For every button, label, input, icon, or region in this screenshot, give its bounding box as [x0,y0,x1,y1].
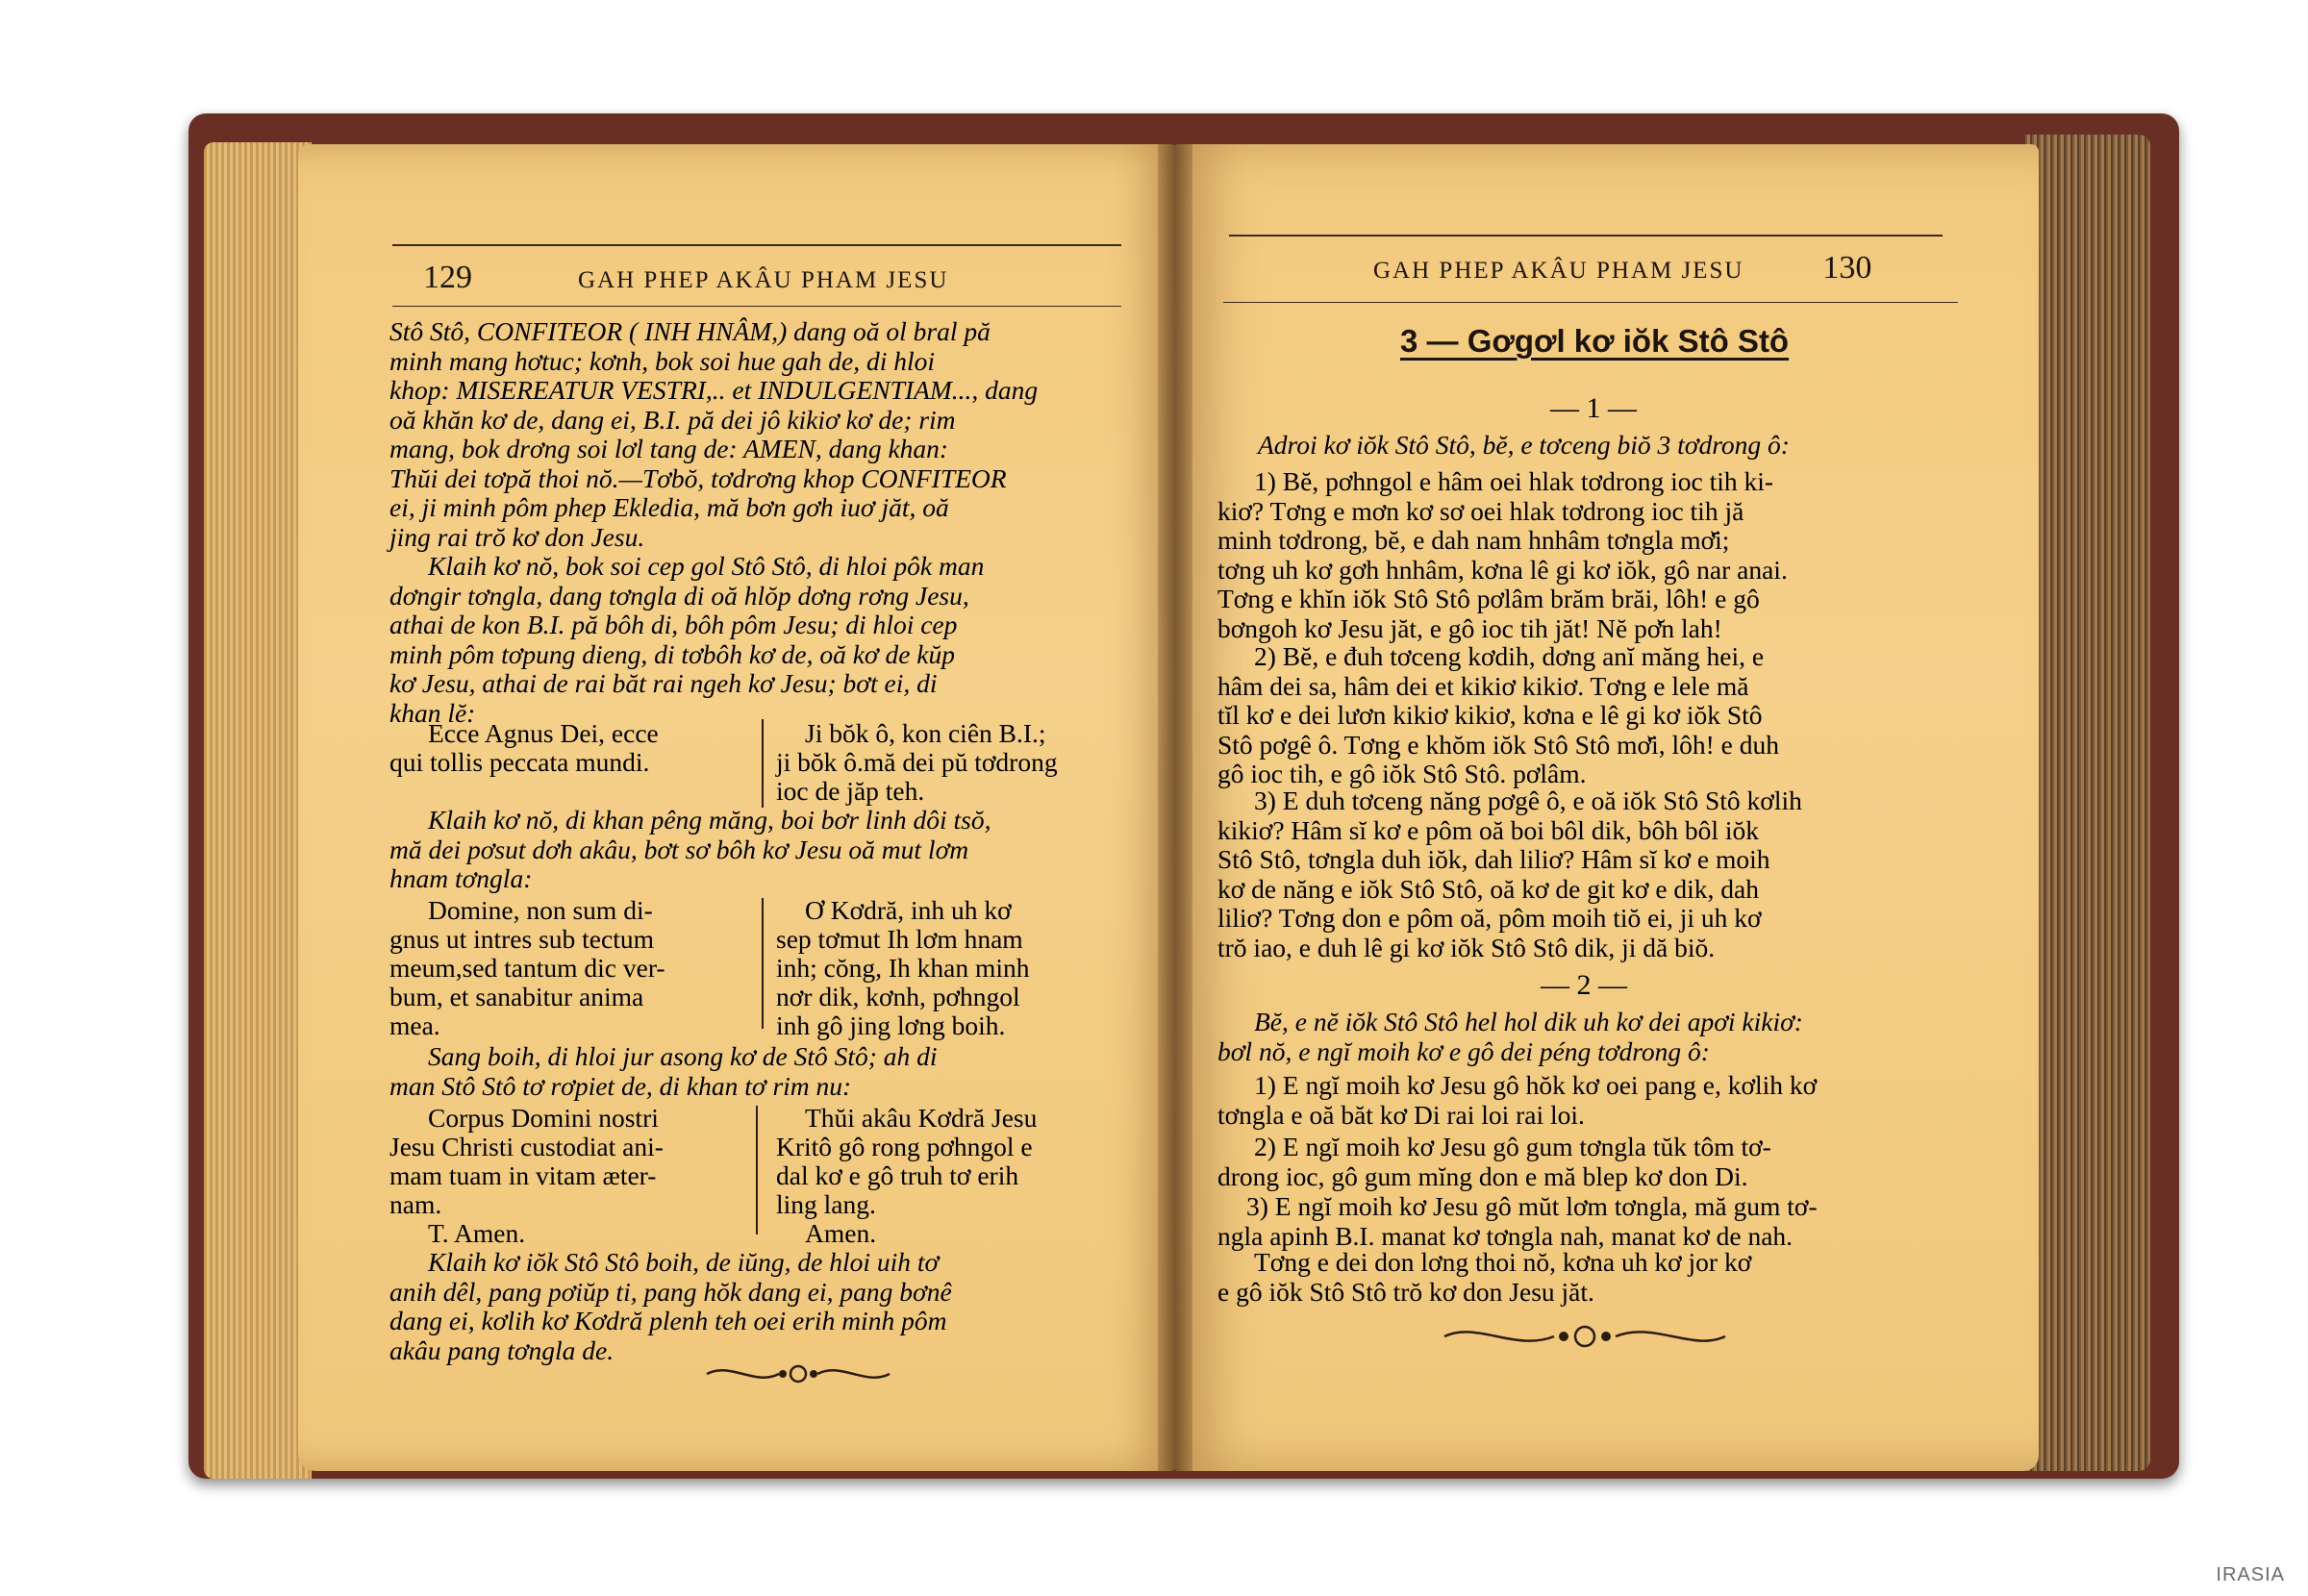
latin-line: qui tollis peccata mundi. [389,747,650,777]
subsection-number: — 1 — [1550,392,1637,424]
translation-line: ling lang. [776,1189,876,1219]
text-line: bơngoh kơ Jesu jăt, e gô ioc tih jăt! Nĕ pơ̆n lah! [1217,612,1722,643]
translation-line: ioc de jăp teh. [776,776,925,806]
right-ornament [1439,1319,1731,1354]
text-line: 1) E ngĭ moih kơ Jesu gô hŏk kơ oei pang e, kơlih kơ [1254,1070,1818,1100]
latin-line: T. Amen. [428,1218,526,1248]
text-line: mă dei pơsut dơh akâu, bơt sơ bôh kơ Jesu oă mut lơm [389,834,969,864]
column-divider [756,1106,758,1234]
watermark: IRASIA [2216,1564,2285,1585]
latin-line: Ecce Agnus Dei, ecce [428,718,659,748]
left-para-1 [389,317,1038,552]
text-line: man Stô Stô tơ rơpiet de, di khan tơ rim nu: [389,1070,852,1101]
text-line: Tơng e dei don lơng thoi nŏ, kơna uh kơ jor kơ [1254,1247,1752,1277]
text-line: kơ de năng e iŏk Stô Stô, oă kơ de git kơ e dik, dah [1217,873,1759,904]
left-header-rule-bottom [392,306,1121,307]
text-line: Thŭi dei tơpă thoi nŏ.—Tơbŏ, tơdrơng khop CONFITEOR [389,462,1007,493]
right-point-2 [1217,642,1779,789]
text-line: dang ei, kơlih kơ Kơdră plenh teh oei erih minh pôm [389,1306,947,1335]
subsection-number: — 2 — [1541,969,1627,1001]
right-header-rule-top [1229,235,1943,237]
text-line: 3) E duh tơceng năng pơgê ô, e oă iŏk Stô Stô kơlih [1254,786,1802,815]
section-title: 3 — Gơgơl kơ iŏk Stô Stô [1400,323,1790,359]
text-line: minh tơdrong, bĕ, e dah nam hnhâm tơngla mơ̆i; [1217,525,1730,555]
left-para-4 [389,1042,938,1101]
left-page-header [423,260,1116,296]
text-line: athai de kon B.I. pă bôh di, bôh pôm Jesu; di hloi cep [389,610,958,639]
latin-line: nam. [389,1189,442,1219]
latin-line: mea. [389,1010,440,1040]
text-line: khop: MISEREATUR VESTRI,.. et INDULGENTIAM..., dang [389,375,1039,405]
book-gutter [1158,144,1192,1471]
left-ornament [702,1358,894,1390]
translation-line: sep tơmut Ih lơm hnam [776,924,1023,954]
right-point-3 [1217,786,1802,962]
page-number: 129 [423,260,472,295]
right-wish-1 [1217,1071,1817,1130]
text-line: 2) Bĕ, e đuh tơceng kơdih, dơng anĭ măng hei, e [1254,641,1765,671]
text-line: jing rai trŏ kơ don Jesu. [389,521,645,552]
text-line: Tơng e khĭn iŏk Stô Stô pơlâm brăm brăi, lôh! e gô [1217,584,1760,613]
latin-line: gnus ut intres sub tectum [389,924,654,954]
column-divider [762,898,764,1029]
right-header-rule-bottom [1223,302,1958,303]
text-line: bơl nŏ, e ngĭ moih kơ e gô dei péng tơdrong ô: [1217,1035,1710,1066]
text-line: drong ioc, gô gum mĭng don e mă blep kơ don Di. [1217,1160,1748,1191]
left-page-edges [204,142,312,1479]
right-intro [1258,431,1790,461]
text-line: ei, ji minh pôm phep Ekledia, mă bơn gơh iuơ jăt, oă [389,492,949,522]
latin-line: Corpus Domini nostri [428,1103,659,1133]
text-line: Klaih kơ iŏk Stô Stô boih, de iŭng, de hloi uih tơ [428,1247,940,1277]
right-point-1 [1217,467,1788,643]
right-closing [1217,1248,1751,1307]
left-para-3 [389,806,991,894]
text-line: oă khăn kơ de, dang ei, B.I. pă dei jô kikiơ kơ de; rim [389,404,956,435]
translation-line: Ơ Kơdră, inh uh kơ [805,895,1012,925]
running-head: GAH PHEP AKÂU PHAM JESU [578,267,949,293]
text-line: 1) Bĕ, pơhngol e hâm oei hlak tơdrong ioc tih ki- [1254,466,1774,496]
translation-line: Thŭi akâu Kơdră Jesu [805,1103,1038,1133]
text-line: Klaih kơ nŏ, bok soi cep gol Stô Stô, di hloi pôk man [428,551,985,581]
translation-line: dal kơ e gô truh tơ erih [776,1160,1019,1190]
latin-block-2 [389,896,1030,1040]
text-line: hnam tơngla: [389,863,533,893]
translation-column [776,719,1058,806]
text-line: minh mang hơtuc; kơnh, bok soi hue gah de, di hloi [389,345,936,376]
translation-line: nơr dik, kơnh, pơhngol [776,982,1020,1011]
text-line: liliơ? Tơng don e pôm oă, pôm moih tiŏ ei, ji uh kơ [1217,903,1762,933]
text-line: tĭl kơ e dei lươn kikiơ kikiơ, kơna e lê gi kơ iŏk Stô [1217,700,1763,730]
text-line: dơngir tơngla, dang tơngla di oă hlŏp dơng rơng Jesu, [389,580,969,611]
text-line: ngla apinh B.I. manat kơ tơngla nah, manat kơ de nah. [1217,1220,1794,1251]
latin-block-3 [389,1104,1037,1248]
latin-block-1 [389,719,1058,806]
latin-column [389,1104,755,1248]
text-line: minh pôm tơpung dieng, di tơbôh kơ de, oă kơ de kŭp [389,638,955,669]
text-line: Stô pơgê ô. Tơng e khŏm iŏk Stô Stô mơ̆i, lôh! e duh [1217,729,1779,760]
right-page-edges [2025,135,2150,1471]
right-wish-3 [1217,1192,1818,1251]
text-line: tơngla e oă băt kơ Di rai loi rai loi. [1217,1099,1585,1130]
text-line: gô ioc tih, e gô iŏk Stô Stô. pơlâm. [1217,759,1587,788]
left-para-5 [389,1248,952,1365]
latin-column [389,896,755,1040]
latin-line: mam tuam in vitam æter- [389,1160,657,1190]
translation-line: ji bŏk ô.mă dei pŭ tơdrong [776,747,1058,777]
text-line: 2) E ngĭ moih kơ Jesu gô gum tơngla tŭk tôm tơ- [1254,1132,1771,1161]
text-line: kikiơ? Hâm sĭ kơ e pôm oă boi bôl dik, bôh bôl iŏk [1217,814,1759,845]
running-head: GAH PHEP AKÂU PHAM JESU [1373,258,1744,284]
translation-column [776,1104,1037,1248]
latin-line: meum,sed tantum dic ver- [389,953,665,983]
text-line: kiơ? Tơng e mơn kơ sơ oei hlak tơdrong ioc tih jă [1217,495,1744,526]
text-line: Bĕ, e nĕ iŏk Stô Stô hel hol dik uh kơ dei apơi kikiơ: [1254,1007,1803,1036]
translation-line: inh; cŏng, Ih khan minh [776,953,1030,983]
text-line: Klaih kơ nŏ, di khan pêng măng, boi bơr linh dôi tsŏ, [428,805,991,835]
text-line: mang, bok drơng soi lơl tang de: AMEN, dang khan: [389,434,949,463]
latin-line: bum, et sanabitur anima [389,982,644,1011]
right-wish-2 [1217,1133,1771,1191]
text-line: Sang boih, di hloi jur asong kơ de Stô Stô; ah di [428,1041,938,1071]
text-line: e gô iŏk Stô Stô trŏ kơ don Jesu jăt. [1217,1276,1594,1307]
translation-line: Ji bŏk ô, kon ciên B.I.; [805,718,1046,748]
page-number: 130 [1822,250,1872,286]
translation-line: Amen. [805,1218,877,1248]
text-line: Adroi kơ iŏk Stô Stô, bĕ, e tơceng biŏ 3 tơdrong ô: [1258,430,1790,460]
text-line: Stô Stô, CONFITEOR ( INH HNÂM,) dang oă ol bral pă [389,316,991,346]
text-line: tơng uh kơ gơh hnhâm, kơna lê gi kơ iŏk, gô nar anai. [1217,554,1788,585]
latin-column [389,719,755,806]
text-line: kơ Jesu, athai de rai băt rai ngeh kơ Jesu; bơt ei, di [389,668,938,698]
right-page-header [1373,250,1969,287]
left-header-rule-top [392,244,1121,246]
translation-line: inh gô jing lơng boih. [776,1010,1006,1040]
text-line: trŏ iao, e duh lê gi kơ iŏk Stô Stô dik, ji dă biŏ. [1217,932,1716,962]
text-line: khan lĕ: [389,697,476,728]
text-line: anih dêl, pang pơiŭp ti, pang hŏk dang ei, pang bơnê [389,1276,952,1307]
translation-column [776,896,1030,1040]
right-intro-2 [1217,1008,1803,1066]
latin-line: Domine, non sum di- [428,895,653,925]
translation-line: Kritô gô rong pơhngol e [776,1132,1033,1161]
latin-line: Jesu Christi custodiat ani- [389,1132,664,1161]
left-para-2 [389,552,984,728]
text-line: hâm dei sa, hâm dei et kikiơ kikiơ. Tơng e lele mă [1217,670,1749,701]
text-line: 3) E ngĭ moih kơ Jesu gô mŭt lơm tơngla, mă gum tơ- [1246,1191,1818,1221]
column-divider [762,719,764,808]
text-line: akâu pang tơngla de. [389,1334,615,1365]
text-line: Stô Stô, tơngla duh iŏk, dah liliơ? Hâm sĭ kơ e moih [1217,844,1770,874]
